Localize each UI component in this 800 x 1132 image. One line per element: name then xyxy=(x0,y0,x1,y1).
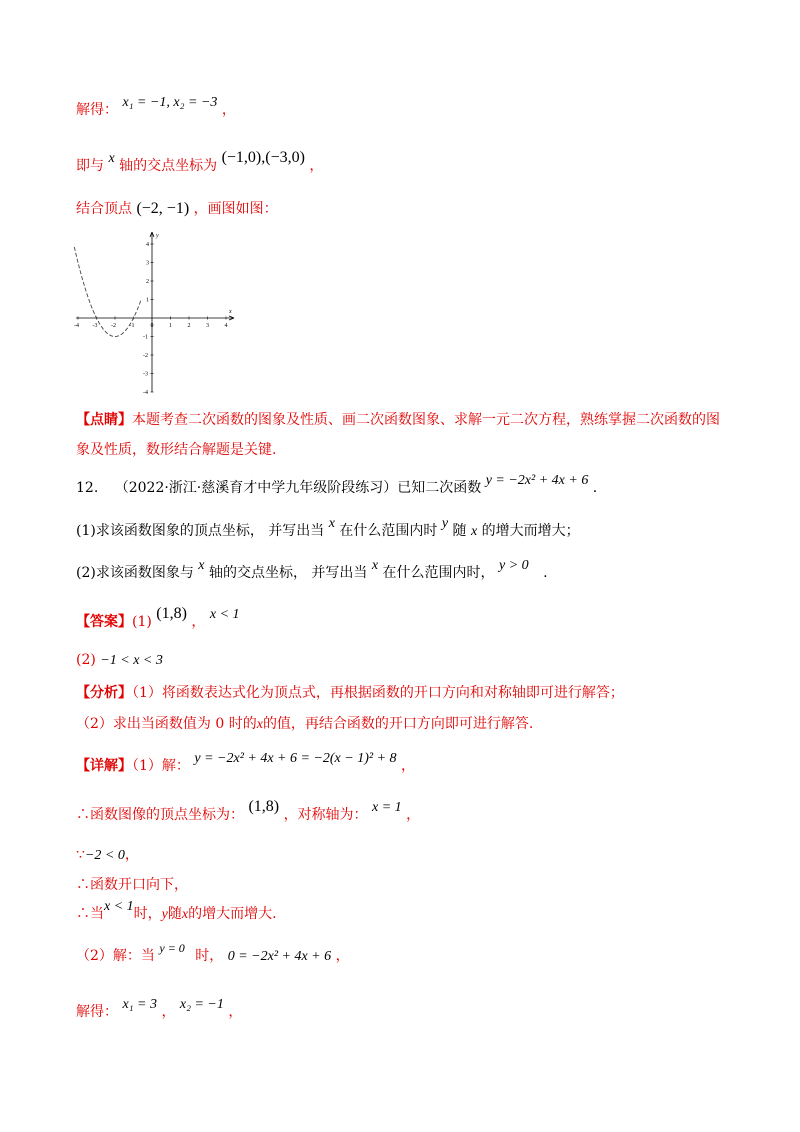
x-variable: x xyxy=(198,558,205,573)
x-tick-label: 3 xyxy=(206,323,209,329)
y-tick-label: -4 xyxy=(143,390,148,396)
detail-line-1 xyxy=(76,751,415,777)
analysis-line-2 xyxy=(76,714,533,735)
detail-5-text-b: 时， xyxy=(133,906,162,922)
zero-equation: 0 = −2x² + 4x + 6 xyxy=(227,949,332,964)
solve-label: 解得： xyxy=(76,102,118,118)
part2-text-a: (2)求该函数图象与 xyxy=(76,565,194,581)
root-x1: x₁ = 3 xyxy=(122,997,157,1012)
x-variable: x xyxy=(256,717,263,732)
question-part-2 xyxy=(76,558,548,584)
x-tick-label: 4 xyxy=(224,323,228,329)
y-zero-condition: y = 0 xyxy=(159,941,185,955)
x-variable: x xyxy=(371,558,379,573)
detail-line-2 xyxy=(76,798,421,826)
part1-text-c: 随 xyxy=(452,523,467,539)
question-12-line xyxy=(76,473,598,499)
punct: ， xyxy=(400,758,415,774)
parabola-graph xyxy=(72,228,242,396)
y-tick-label: -3 xyxy=(143,371,148,378)
x-variable: x xyxy=(328,516,335,531)
y-condition: y > 0 xyxy=(499,558,529,573)
detail-part-1-label: （1）解： xyxy=(132,758,190,774)
punct: . xyxy=(543,565,548,581)
dianjing-tag: 【点睛】 xyxy=(76,412,132,428)
punct: ， xyxy=(309,158,324,174)
intersect-prefix: 即与 xyxy=(76,158,104,174)
punct: ， xyxy=(228,1004,243,1020)
part1-text-a: (1)求该函数图象的顶点坐标， 并写出当 xyxy=(76,523,325,539)
part1-text-d: 的增大而增大； xyxy=(481,523,580,539)
solve-line xyxy=(76,95,236,121)
x-tick-label: 0 xyxy=(150,323,154,329)
x-tick-label: 2 xyxy=(187,323,191,329)
detail-5-text-d: 的增大而增大. xyxy=(188,906,277,922)
x-tick-label: 1 xyxy=(169,323,172,329)
detail-line-6 xyxy=(76,941,350,967)
punct: . xyxy=(592,480,598,496)
vertex-line xyxy=(76,199,278,219)
analysis-text-1: （1）将函数表达式化为顶点式，再根据函数的开口方向和对称轴即可进行解答； xyxy=(132,685,624,701)
punct: ， xyxy=(191,614,206,630)
x-tick-label: -2 xyxy=(111,323,116,329)
detail-6-text-a: （2）解：当 xyxy=(76,948,155,964)
dianjing-line-2 xyxy=(76,440,276,460)
answer-line-1 xyxy=(76,605,240,633)
answer-range-1: x < 1 xyxy=(209,607,240,622)
graph-root xyxy=(74,232,234,396)
question-source: （2022·浙江·慈溪育才中学九年级阶段练习）已知二次函数 xyxy=(114,480,482,496)
intersect-text: 轴的交点坐标为 xyxy=(119,158,218,174)
detail-vertex: (1,8) xyxy=(248,798,280,815)
intersection-points: (−1,0),(−3,0) xyxy=(221,149,305,166)
detail-line-5 xyxy=(76,899,277,925)
vertex-point: (−2, −1) xyxy=(136,200,190,217)
detail-5-text-c: 随 xyxy=(167,906,182,922)
detail-tag: 【详解】 xyxy=(76,758,132,774)
detail-axis-text: ，对称轴为： xyxy=(283,807,368,823)
detail-7-label: 解得： xyxy=(76,1004,118,1020)
analysis-tag: 【分析】 xyxy=(76,685,132,701)
detail-line-4 xyxy=(76,875,188,895)
punct: ， xyxy=(335,948,350,964)
answer-vertex: (1,8) xyxy=(156,605,187,622)
y-tick-label: -2 xyxy=(143,353,148,359)
detail-line-7 xyxy=(76,997,243,1023)
part1-text-b: 在什么范围内时 xyxy=(339,523,438,539)
analysis-text-2b: 的值，再结合函数的开口方向即可进行解答. xyxy=(262,716,534,732)
analysis-line-1 xyxy=(76,683,624,703)
because-symbol: ∵ xyxy=(76,847,85,863)
opens-down-text: ∴函数开口向下， xyxy=(76,877,188,893)
coefficient-inequality: −2 < 0 xyxy=(84,848,125,863)
x-tick-label: -4 xyxy=(74,323,79,329)
punct: ， xyxy=(124,847,139,863)
vertex-prefix: 结合顶点 xyxy=(76,201,132,217)
y-variable: y xyxy=(161,907,168,922)
dianjing-text-2: 象及性质，数形结合解题是关键. xyxy=(76,442,277,458)
x-axis-label: x xyxy=(229,309,232,315)
y-variable: y xyxy=(441,516,449,531)
parabola-curve xyxy=(74,247,141,337)
punct: ， xyxy=(161,1004,176,1020)
y-tick-label: 4 xyxy=(146,242,149,248)
answer-range-2: −1 < x < 3 xyxy=(100,653,163,668)
y-axis-label: y xyxy=(156,233,159,239)
detail-6-text-b: 时， xyxy=(195,948,224,964)
x-variable: x xyxy=(470,524,478,539)
answer-part-2-label: (2) xyxy=(76,652,96,668)
y-tick-label: -1 xyxy=(143,334,148,341)
vertex-suffix: ，画图如图： xyxy=(193,201,278,217)
y-tick-label: 3 xyxy=(146,260,149,267)
increasing-condition: x < 1 xyxy=(104,899,134,914)
roots-formula: x₁ = −1, x₂ = −3 xyxy=(122,95,218,110)
punct: ， xyxy=(221,102,236,118)
analysis-text-2a: （2）求出当函数值为 0 时的 xyxy=(76,716,257,732)
dianjing-line-1 xyxy=(76,410,720,430)
question-part-1 xyxy=(76,516,580,542)
part2-text-b: 轴的交点坐标， 并写出当 xyxy=(208,565,368,581)
dianjing-text-1: 本题考查二次函数的图象及性质、画二次函数图象、求解一元二次方程，熟练掌握二次函数的图 xyxy=(132,412,720,428)
y-tick-label: 2 xyxy=(146,279,149,285)
root-x2: x₂ = −1 xyxy=(179,997,224,1012)
x-tick-label: -3 xyxy=(92,323,98,329)
axis-of-symmetry: x = 1 xyxy=(372,800,402,815)
answer-line-2 xyxy=(76,650,163,671)
intersection-line xyxy=(76,149,324,177)
part2-text-c: 在什么范围内时， xyxy=(382,565,495,581)
punct: ， xyxy=(406,807,421,823)
x-variable: x xyxy=(108,151,115,166)
answer-tag: 【答案】 xyxy=(76,614,132,630)
y-tick-label: 1 xyxy=(146,297,149,304)
question-number: 12. xyxy=(76,480,99,496)
x-tick-label: -1 xyxy=(129,323,135,329)
detail-5-text-a: ∴当 xyxy=(76,906,104,922)
detail-vertex-text: ∴函数图像的顶点坐标为： xyxy=(76,807,244,823)
detail-line-3 xyxy=(76,845,139,866)
x-variable: x xyxy=(181,907,189,922)
answer-part-1-label: (1) xyxy=(132,614,152,630)
vertex-form-equation: y = −2x² + 4x + 6 = −2(x − 1)² + 8 xyxy=(194,751,397,766)
question-function: y = −2x² + 4x + 6 xyxy=(485,473,589,488)
